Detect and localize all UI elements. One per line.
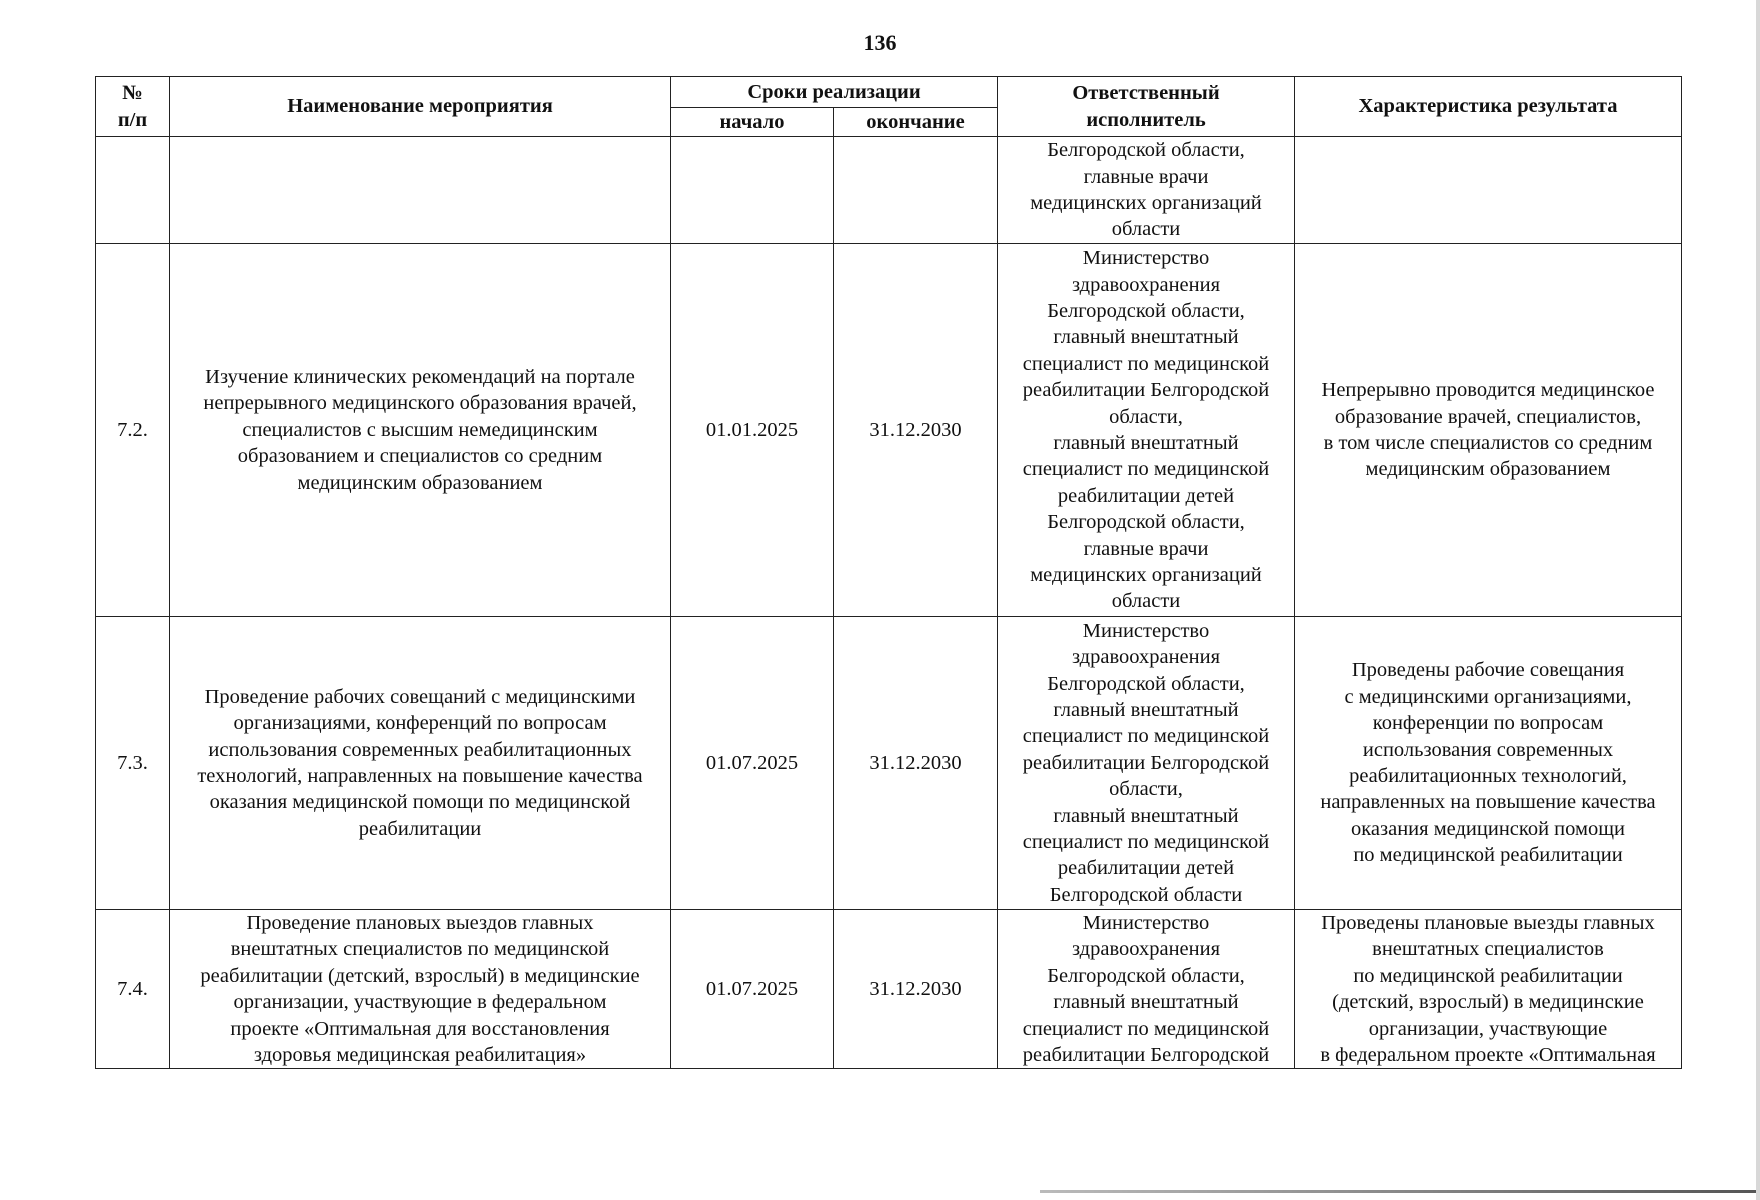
scan-edge-line bbox=[1040, 1190, 1760, 1193]
table-row bbox=[96, 910, 1682, 1069]
cell-result bbox=[1295, 137, 1682, 244]
table-row bbox=[96, 244, 1682, 617]
page-number: 136 bbox=[863, 30, 897, 55]
header-start: начало bbox=[671, 108, 834, 137]
cell-num bbox=[96, 137, 170, 244]
cell-num: 7.4. bbox=[96, 910, 170, 1069]
activities-table bbox=[95, 76, 1682, 1069]
header-name: Наименование мероприятия bbox=[170, 77, 671, 137]
cell-name: Изучение клинических рекомендаций на портале непрерывного медицинского образования врачей, специалистов с высшим немедицинским образованием и специалистов со средним медицинским образованием bbox=[170, 244, 671, 617]
cell-result: Проведены рабочие совещания с медицинскими организациями, конференции по вопросам использования современных реабилитационных технологий, направленных на повышение качества оказания медицинской помощи по медицинской реабилитации bbox=[1295, 617, 1682, 910]
cell-responsible: Белгородской области, главные врачи медицинских организаций области bbox=[998, 137, 1295, 244]
cell-start: 01.01.2025 bbox=[671, 244, 834, 617]
cell-responsible: Министерство здравоохранения Белгородской области, главный внештатный специалист по медицинской реабилитации Белгородской области, главный внештатный специалист по медицинской реабилитации детей Белгородской области bbox=[998, 617, 1295, 910]
header-num: № п/п bbox=[96, 77, 170, 137]
cell-start bbox=[671, 137, 834, 244]
cell-result: Непрерывно проводится медицинское образование врачей, специалистов, в том числе специалистов со средним медицинским образованием bbox=[1295, 244, 1682, 617]
cell-num: 7.3. bbox=[96, 617, 170, 910]
cell-start: 01.07.2025 bbox=[671, 617, 834, 910]
scan-edge-shadow bbox=[1756, 0, 1760, 1200]
header-result: Характеристика результата bbox=[1295, 77, 1682, 137]
cell-end: 31.12.2030 bbox=[834, 910, 998, 1069]
table-row bbox=[96, 617, 1682, 910]
table-row bbox=[96, 137, 1682, 244]
cell-end: 31.12.2030 bbox=[834, 617, 998, 910]
cell-result: Проведены плановые выезды главных внештатных специалистов по медицинской реабилитации (детский, взрослый) в медицинские организации, участвующие в федеральном проекте «Оптимальная bbox=[1295, 910, 1682, 1069]
cell-responsible: Министерство здравоохранения Белгородской области, главный внештатный специалист по медицинской реабилитации Белгородской области, главный внештатный специалист по медицинской реабилитации детей Белгородской области, главные врачи медицинских организаций области bbox=[998, 244, 1295, 617]
cell-name: Проведение рабочих совещаний с медицинскими организациями, конференций по вопросам использования современных реабилитационных технологий, направленных на повышение качества оказания медицинской помощи по медицинской реабилитации bbox=[170, 617, 671, 910]
header-period: Сроки реализации bbox=[671, 77, 998, 108]
cell-responsible: Министерство здравоохранения Белгородской области, главный внештатный специалист по медицинской реабилитации Белгородской bbox=[998, 910, 1295, 1069]
cell-num: 7.2. bbox=[96, 244, 170, 617]
header-responsible: Ответственный исполнитель bbox=[998, 77, 1295, 137]
cell-name: Проведение плановых выездов главных внештатных специалистов по медицинской реабилитации (детский, взрослый) в медицинские организации, участвующие в федеральном проекте «Оптимальная для восстановления здоровья медицинская реабилитация» bbox=[170, 910, 671, 1069]
header-end: окончание bbox=[834, 108, 998, 137]
cell-end bbox=[834, 137, 998, 244]
cell-end: 31.12.2030 bbox=[834, 244, 998, 617]
cell-start: 01.07.2025 bbox=[671, 910, 834, 1069]
cell-name bbox=[170, 137, 671, 244]
